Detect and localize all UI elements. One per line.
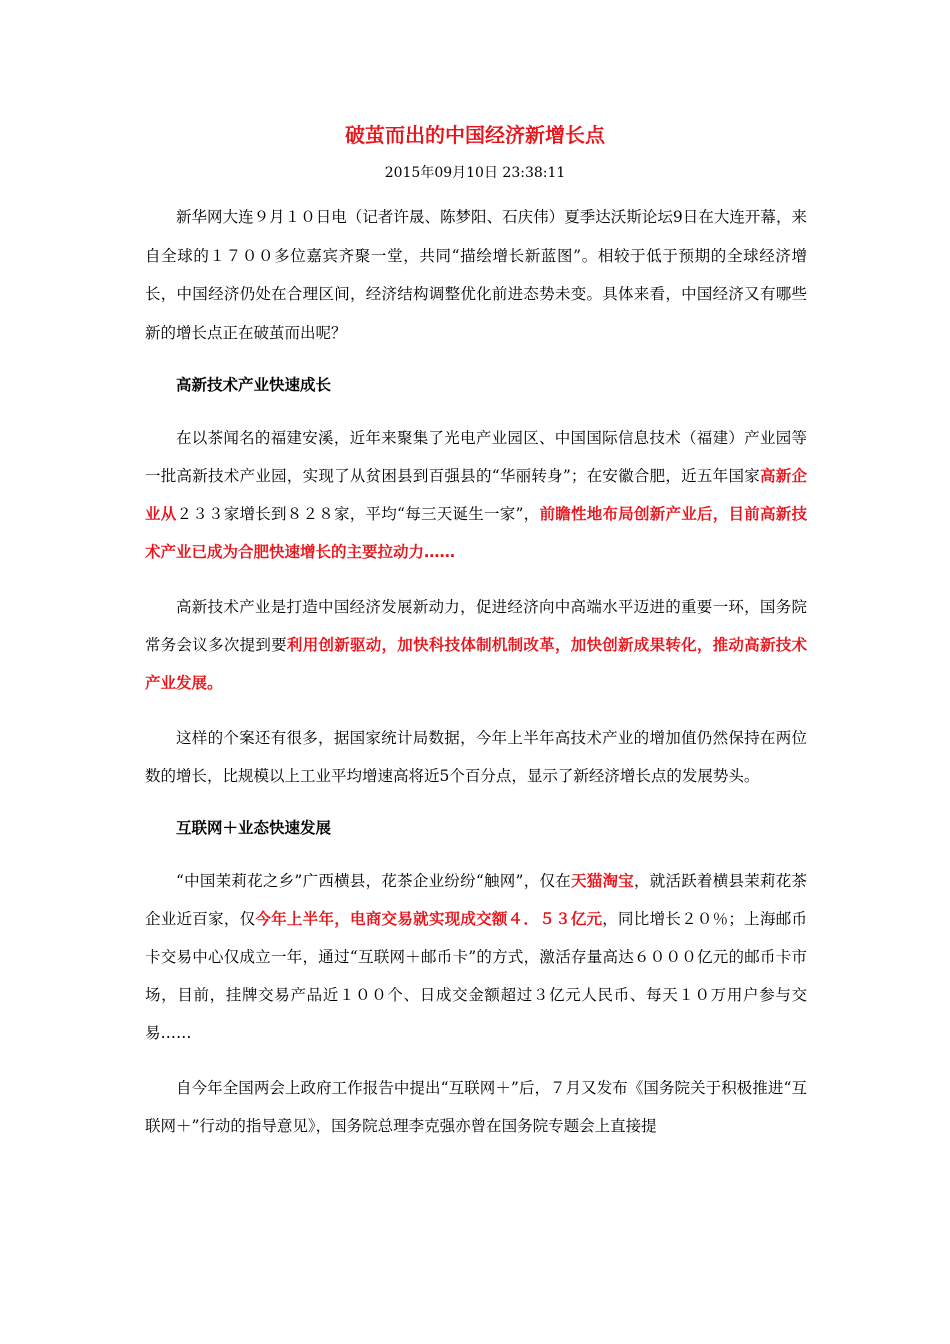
highlight-text: 高新企业从 [145, 467, 807, 523]
paragraph-text: 高新技术产业是打造中国经济发展新动力，促进经济向中高端水平迈进的重要一环，国务院常务会议多次提到要 [145, 598, 807, 654]
paragraph-internet-plus-policy: 自今年全国两会上政府工作报告中提出“互联网＋”后，７月又发布《国务院关于积极推进“互联网＋”行动的指导意见》，国务院总理李克强亦曾在国务院专题会上直接提 [145, 1079, 807, 1135]
highlight-text: 今年上半年，电商交易就实现成交额４．５３亿元 [255, 910, 603, 928]
paragraph-statistics: 这样的个案还有很多，据国家统计局数据，今年上半年高技术产业的增加值仍然保持在两位数的增长，比规模以上工业平均增速高将近5个百分点，显示了新经济增长点的发展势头。 [145, 729, 807, 785]
paragraph-text: ，就活跃着横县茉莉花茶企业近百家，仅 [145, 872, 807, 928]
highlight-text: 前瞻性地布局创新产业后，目前高新技术产业已成为合肥快速增长的主要拉动力…… [145, 505, 807, 561]
paragraph-text: 在以茶闻名的福建安溪，近年来聚集了光电产业园区、中国国际信息技术（福建）产业园等一批高新技术产业园，实现了从贫困县到百强县的“华丽转身”；在安徽合肥，近五年国家 [145, 429, 807, 485]
paragraph-text: “中国茉莉花之乡”广西横县，花茶企业纷纷“触网”，仅在 [176, 872, 571, 890]
paragraph-text: ２３３家增长到８２８家，平均“每三天诞生一家”， [176, 505, 540, 523]
article-date: 2015年09月10日 23:38:11 [384, 165, 566, 181]
paragraph-text: ，同比增长２０％；上海邮币卡交易中心仅成立一年，通过“互联网＋邮币卡”的方式，激活存量高达６０００亿元的邮币卡市场，目前，挂牌交易产品近１００个、日成交金额超过３亿元人民币、每天１０万用户参与交易…… [145, 910, 807, 1042]
highlight-text: 利用创新驱动，加快科技体制机制改革，加快创新成果转化，推动高新技术产业发展。 [145, 636, 807, 692]
intro-paragraph: 新华网大连９月１０日电（记者许晟、陈梦阳、石庆伟）夏季达沃斯论坛9日在大连开幕，来自全球的１７００多位嘉宾齐聚一堂，共同“描绘增长新蓝图”。相较于低于预期的全球经济增长，中国经济仍处在合理区间，经济结构调整优化前进态势未变。具体来看，中国经济又有哪些新的增长点正在破茧而出呢？ [145, 208, 807, 342]
paragraph-anxi-hefei [145, 419, 807, 571]
article-title: 破茧而出的中国经济新增长点 [345, 123, 605, 147]
paragraph-state-council [145, 588, 807, 702]
article-body [145, 198, 807, 1162]
section-heading-hightech: 高新技术产业快速成长 [176, 376, 332, 394]
section-heading-internet-plus: 互联网＋业态快速发展 [176, 819, 332, 837]
paragraph-hengxian-shanghai [145, 862, 807, 1052]
highlight-text: 天猫淘宝 [570, 872, 634, 890]
